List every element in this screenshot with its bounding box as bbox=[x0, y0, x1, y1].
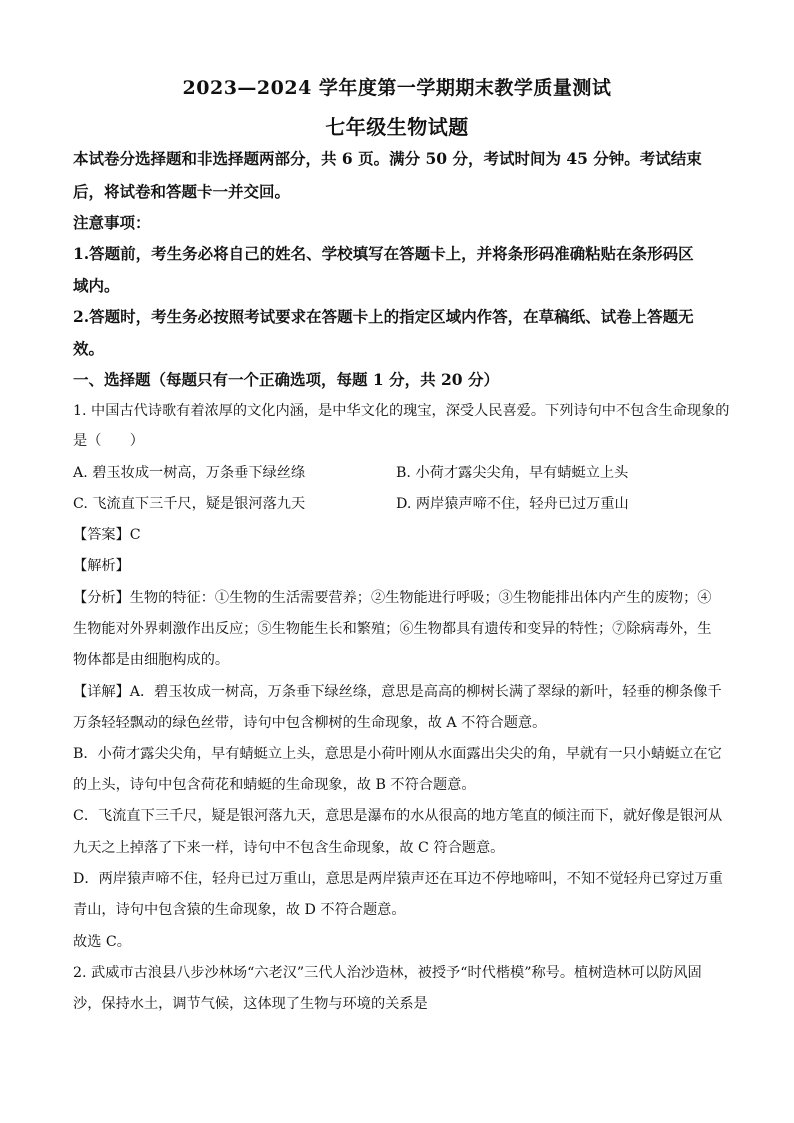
q1-fenxi-line-1: 【分析】生物的特征：①生物的生活需要营养；②生物能进行呼吸；③生物能排出体内产生的废物；④ bbox=[73, 590, 712, 606]
q1-fenxi-line-2: 生物能对外界刺激作出反应；⑤生物能生长和繁殖；⑥生物都具有遗传和变异的特性；⑦除病毒外，生 bbox=[73, 621, 712, 637]
q1-option-d: D. 两岸猿声啼不住，轻舟已过万重山 bbox=[396, 496, 629, 512]
q1-xiangjie-line: 的上头，诗句中包含荷花和蜻蜓的生命现象，故 B 不符合题意。 bbox=[73, 777, 476, 793]
page-title: 2023—2024 学年度第一学期期末教学质量测试 bbox=[182, 77, 612, 99]
q1-xiangjie-line: D．两岸猿声啼不住，轻舟已过万重山，意思是两岸猿声还在耳边不停地啼叫，不知不觉轻舟已穿过万重 bbox=[73, 871, 723, 887]
q1-stem-line-1: 1. 中国古代诗歌有着浓厚的文化内涵，是中华文化的瑰宝，深受人民喜爱。下列诗句中不包含生命现象的 bbox=[73, 403, 730, 419]
q1-answer: 【答案】C bbox=[73, 527, 141, 543]
notes-heading: 注意事项： bbox=[73, 213, 151, 232]
q1-option-a: A. 碧玉妆成一树高，万条垂下绿丝绦 bbox=[73, 465, 306, 481]
q1-fenxi-line-3: 物体都是由细胞构成的。 bbox=[73, 652, 230, 668]
section-heading: 一、选择题（每题只有一个正确选项，每题 1 分，共 20 分） bbox=[73, 370, 499, 389]
intro-line-2: 后，将试卷和答题卡一并交回。 bbox=[73, 182, 291, 201]
q1-xiangjie-line: C．飞流直下三千尺，疑是银河落九天，意思是瀑布的水从很高的地方笔直的倾注而下，就好像是银河从 bbox=[73, 808, 723, 824]
q1-option-c: C. 飞流直下三千尺，疑是银河落九天 bbox=[73, 496, 306, 512]
page-subtitle: 七年级生物试题 bbox=[325, 115, 469, 139]
q1-xiangjie-line: B．小荷才露尖尖角，早有蜻蜓立上头，意思是小荷叶刚从水面露出尖尖的角，早就有一只小蜻蜓立在它 bbox=[73, 746, 722, 762]
q2-stem-line-2: 沙，保持水土，调节气候，这体现了生物与环境的关系是 bbox=[73, 996, 428, 1012]
note-2-line-2: 效。 bbox=[73, 339, 105, 358]
q1-conclusion: 故选 C。 bbox=[73, 934, 131, 950]
q1-xiangjie-line: 青山，诗句中包含猿的生命现象，故 D 不符合题意。 bbox=[73, 902, 406, 918]
note-2-line-1: 2.答题时，考生务必按照考试要求在答题卡上的指定区域内作答，在草稿纸、试卷上答题无 bbox=[73, 307, 694, 326]
q1-xiangjie-line: 九天之上掉落了下来一样，诗句中不包含生命现象，故 C 符合题意。 bbox=[73, 840, 505, 856]
q1-analysis-label: 【解析】 bbox=[73, 558, 130, 574]
note-1-line-2: 域内。 bbox=[73, 276, 120, 295]
note-1-line-1: 1.答题前，考生务必将自己的姓名、学校填写在答题卡上，并将条形码准确粘贴在条形码区 bbox=[73, 244, 694, 263]
q1-xiangjie-line: 【详解】A．碧玉妆成一树高，万条垂下绿丝绦，意思是高高的柳树长满了翠绿的新叶，轻垂的柳条像千 bbox=[73, 684, 722, 700]
intro-line-1: 本试卷分选择题和非选择题两部分，共 6 页。满分 50 分，考试时间为 45 分钟。考试结束 bbox=[73, 149, 702, 168]
q2-stem-line-1: 2. 武威市古浪县八步沙林场“六老汉”三代人治沙造林，被授予“时代楷模”称号。植树造林可以防风固 bbox=[73, 965, 702, 981]
q1-stem-line-2: 是（ ） bbox=[73, 433, 144, 449]
q1-xiangjie-line: 万条轻轻飘动的绿色丝带，诗句中包含柳树的生命现象，故 A 不符合题意。 bbox=[73, 715, 547, 731]
q1-option-b: B. 小荷才露尖尖角，早有蜻蜓立上头 bbox=[396, 465, 629, 481]
